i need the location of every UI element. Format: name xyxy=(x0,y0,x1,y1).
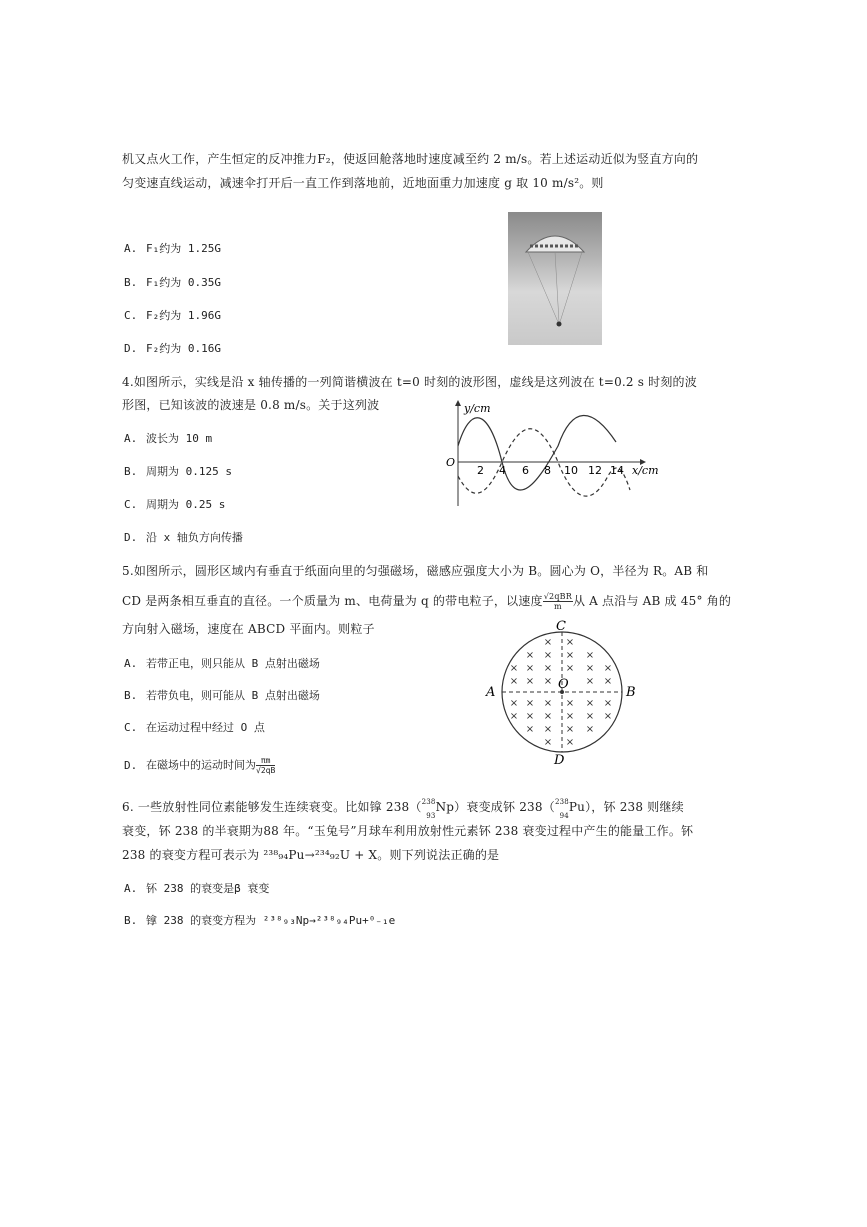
svg-text:×: × xyxy=(525,724,535,735)
svg-text:×: × xyxy=(525,698,535,709)
wave-graph xyxy=(440,398,660,510)
velocity-fraction: $\frac{\text{√2qBR}}{m}$ xyxy=(543,592,572,611)
svg-text:×: × xyxy=(565,698,575,709)
svg-text:×: × xyxy=(543,698,553,709)
q3-option-b[interactable]: B. F₁约为 0.35G xyxy=(124,276,221,289)
svg-text:×: × xyxy=(509,663,519,674)
svg-text:×: × xyxy=(525,663,535,674)
np-isotope: 238 93 xyxy=(421,797,436,820)
tick-2: 2 xyxy=(477,464,484,477)
svg-text:×: × xyxy=(565,737,575,748)
svg-text:×: × xyxy=(565,711,575,722)
label-o: O xyxy=(558,677,569,692)
decay-equation: ²³⁸₉₄Pu→²³⁴₉₂U + X。则下列说法正确的是 xyxy=(263,848,500,862)
intro-line-2: 匀变速直线运动，减速伞打开后一直工作到落地前，近地面重力加速度 g 取 10 m/s²。则 xyxy=(122,176,604,190)
label-b: B xyxy=(626,685,636,700)
solid-wave xyxy=(458,415,616,490)
q3-option-d[interactable]: D. F₂约为 0.16G xyxy=(124,342,221,355)
tick-6: 6 xyxy=(522,464,529,477)
svg-text:×: × xyxy=(565,637,575,648)
svg-text:×: × xyxy=(565,663,575,674)
svg-text:×: × xyxy=(543,637,553,648)
origin-label: O xyxy=(446,456,456,469)
q4-option-b[interactable]: B. 周期为 0.125 s xyxy=(124,465,232,478)
q4-option-c[interactable]: C. 周期为 0.25 s xyxy=(124,498,226,511)
q6-option-a[interactable]: A. 钚 238 的衰变是β 衰变 xyxy=(124,882,270,895)
svg-text:×: × xyxy=(603,698,613,709)
svg-text:×: × xyxy=(509,676,519,687)
y-axis-label: y/cm xyxy=(464,402,491,415)
q5-stem-line-1: 5.如图所示，圆形区域内有垂直于纸面向里的匀强磁场，磁感应强度大小为 B。圆心为 O，半径为 R。AB 和 xyxy=(122,564,709,578)
svg-text:×: × xyxy=(509,711,519,722)
q5-option-c[interactable]: C. 在运动过程中经过 O 点 xyxy=(124,721,265,734)
q5-option-a[interactable]: A. 若带正电，则只能从 B 点射出磁场 xyxy=(124,657,320,670)
svg-text:×: × xyxy=(543,676,553,687)
q5-stem-line-2: CD 是两条相互垂直的直径。一个质量为 m、电荷量为 q 的带电粒子，以速度 $\frac{\text{√2qBR}}{m}$ 从 A 点沿与 AB 成 45° 角的 xyxy=(122,592,732,611)
svg-text:×: × xyxy=(585,711,595,722)
q5-option-b[interactable]: B. 若带负电，则可能从 B 点射出磁场 xyxy=(124,689,320,702)
svg-text:×: × xyxy=(543,650,553,661)
svg-text:×: × xyxy=(543,737,553,748)
q6-stem-line-3: 238 的衰变方程可表示为 ²³⁸₉₄Pu→²³⁴₉₂U + X。则下列说法正确的是 xyxy=(122,848,500,862)
time-fraction: $\frac{\pi m}{√2qB}$ xyxy=(256,756,276,775)
q4-stem-line-2: 形图，已知该波的波速是 0.8 m/s。关于这列波 xyxy=(122,398,380,412)
q5-stem-line-3: 方向射入磁场，速度在 ABCD 平面内。则粒子 xyxy=(122,622,375,636)
svg-text:×: × xyxy=(525,711,535,722)
svg-text:×: × xyxy=(543,724,553,735)
q6-stem-line-1: 6. 一些放射性同位素能够发生连续衰变。比如镎 238（ 238 93 Np）衰变成钚 238（ 238 94 Pu），钚 238 则继续 xyxy=(122,797,684,820)
parachute-icon xyxy=(508,212,602,345)
pu-isotope: 238 94 xyxy=(554,797,569,820)
q6-option-b[interactable]: B. 镎 238 的衰变方程为 ²³⁸₉₃Np→²³⁸₉₄Pu+⁰₋₁e xyxy=(124,914,396,927)
svg-text:×: × xyxy=(585,724,595,735)
parachute-photo xyxy=(508,212,602,345)
tick-4: 4 xyxy=(499,464,506,477)
svg-text:×: × xyxy=(565,650,575,661)
svg-text:×: × xyxy=(603,676,613,687)
svg-text:×: × xyxy=(543,663,553,674)
svg-text:×: × xyxy=(585,663,595,674)
tick-10: 10 xyxy=(564,464,578,477)
svg-text:×: × xyxy=(525,650,535,661)
q4-stem-line-1: 4.如图所示，实线是沿 x 轴传播的一列简谐横波在 t=0 时刻的波形图，虚线是这列波在 t=0.2 s 时刻的波 xyxy=(122,375,697,389)
q3-option-a[interactable]: A. F₁约为 1.25G xyxy=(124,242,221,255)
svg-text:×: × xyxy=(565,724,575,735)
label-c: C xyxy=(556,619,566,634)
tick-14: 14 xyxy=(610,464,624,477)
intro-line-1: 机又点火工作，产生恒定的反冲推力F₂，使返回舱落地时速度减至约 2 m/s。若上述运动近似为竖直方向的 xyxy=(122,152,699,166)
q6-stem-line-2: 衰变，钚 238 的半衰期为88 年。“玉兔号”月球车利用放射性元素钚 238 衰变过程中产生的能量工作。钚 xyxy=(122,824,694,838)
svg-text:×: × xyxy=(509,698,519,709)
q5-option-d[interactable]: D. 在磁场中的运动时间为 $\frac{\pi m}{√2qB}$ xyxy=(124,756,276,775)
tick-8: 8 xyxy=(544,464,551,477)
q3-option-c[interactable]: C. F₂约为 1.96G xyxy=(124,309,221,322)
label-d: D xyxy=(554,753,565,768)
magnetic-field-figure xyxy=(480,618,640,770)
svg-text:×: × xyxy=(543,711,553,722)
y-axis-arrow xyxy=(455,400,461,406)
svg-text:×: × xyxy=(585,676,595,687)
svg-text:×: × xyxy=(603,711,613,722)
np-decay-equation: ²³⁸₉₃Np→²³⁸₉₄Pu+⁰₋₁e xyxy=(262,914,396,927)
label-a: A xyxy=(486,685,496,700)
x-axis-label: x/cm xyxy=(632,464,659,477)
q4-option-d[interactable]: D. 沿 x 轴负方向传播 xyxy=(124,531,243,544)
tick-12: 12 xyxy=(588,464,602,477)
svg-text:×: × xyxy=(603,663,613,674)
q4-option-a[interactable]: A. 波长为 10 m xyxy=(124,432,213,445)
svg-text:×: × xyxy=(525,676,535,687)
svg-text:×: × xyxy=(585,698,595,709)
svg-text:×: × xyxy=(585,650,595,661)
